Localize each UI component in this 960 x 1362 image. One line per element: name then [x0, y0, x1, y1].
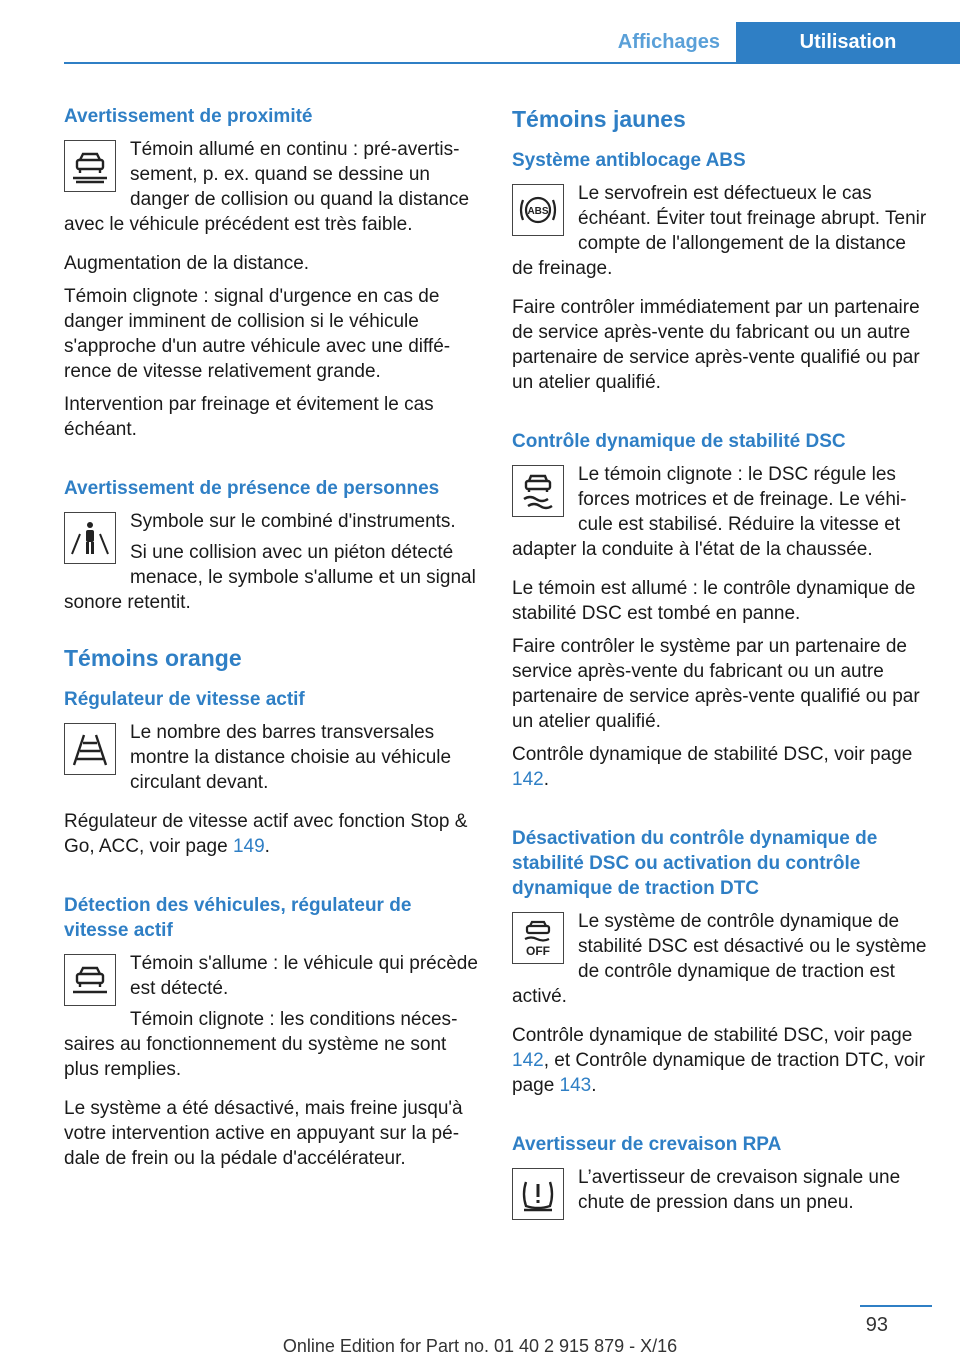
- dtc-block: [512, 909, 932, 1015]
- proximity-text-4: Intervention par freinage et évitement le cas échéant.: [64, 394, 434, 440]
- proximity-warning-block: [64, 137, 478, 243]
- left-column: [64, 104, 478, 1179]
- heading-abs: Système antiblocage ABS: [512, 150, 746, 171]
- page-link-143[interactable]: 143: [559, 1075, 592, 1096]
- dsc-off-icon: [512, 912, 564, 964]
- pedestrian-icon: [64, 512, 116, 564]
- person-warning-block: [64, 509, 478, 621]
- heading-vehicle-detection: Détection des véhicules, régulateur de vitesse actif: [64, 895, 412, 941]
- person-text-2: Si une collision avec un piéton détecté menace, le symbole s'allume et un signal sonore retentit.: [64, 542, 476, 613]
- right-column: [512, 104, 932, 1232]
- vehicle-detection-text-1: Témoin s'allume : le véhicule qui précède est détecté.: [130, 953, 478, 999]
- dsc-skid-icon: [512, 465, 564, 517]
- vehicle-detection-block: [64, 951, 478, 1088]
- heading-proximity-warning: Avertissement de proximité: [64, 106, 313, 127]
- dsc-text-1: Le témoin clignote : le DSC régule les forces motrices et de freinage. Le véhicule est stabilisé. Réduire la vitesse et adapter la conduite à l'état de la chaussée.: [512, 464, 907, 560]
- abs-text-2: Faire contrôler immédiatement par un partenaire de service après-vente du fabricant ou un autre partenaire de service après-vente qualifié ou par un atelier qualifié.: [512, 297, 920, 393]
- car-warning-icon: [64, 140, 116, 192]
- abs-text-1: Le servofrein est défectueux le cas échéant. Éviter tout freinage abrupt. Tenir compte de l'allongement de la distance de freinage.: [512, 183, 927, 279]
- dsc-text-2: Le témoin est allumé : le contrôle dynamique de stabilité DSC est tombé en panne.: [512, 578, 916, 624]
- heading-orange-lights: Témoins orange: [64, 645, 242, 671]
- page-number: 93: [865, 1314, 888, 1336]
- abs-icon: [512, 184, 564, 236]
- dsc-text-4: Contrôle dynamique de stabilité DSC, voir page 142.: [512, 744, 913, 790]
- active-cruise-block: [64, 720, 478, 801]
- tire-pressure-icon: [512, 1168, 564, 1220]
- vehicle-detection-text-3: Le système a été désactivé, mais freine jusqu'à votre intervention active en appuyant sur la pédale de frein ou la pédale d'accélérateur.: [64, 1098, 463, 1169]
- person-text-1: Symbole sur le combiné d'instruments.: [130, 511, 456, 532]
- dsc-block: [512, 462, 932, 568]
- heading-person-warning: Avertissement de présence de personnes: [64, 478, 440, 499]
- rpa-text-1: L’avertisseur de crevaison signale une chute de pression dans un pneu.: [578, 1167, 901, 1213]
- heading-yellow-lights: Témoins jaunes: [512, 106, 686, 132]
- proximity-text-2: Augmentation de la distance.: [64, 253, 310, 274]
- vehicle-detection-text-2: Témoin clignote : les conditions nécessaires au fonctionnement du système ne sont plus remplies.: [64, 1009, 458, 1080]
- abs-block: [512, 181, 932, 287]
- heading-dsc: Contrôle dynamique de stabilité DSC: [512, 431, 846, 452]
- dsc-text-3: Faire contrôler le système par un partenaire de service après-vente du fabricant ou un autre partenaire de service après-vente qualifié ou par un atelier qualifié.: [512, 636, 920, 732]
- svg-text:OFF: OFF: [526, 944, 550, 958]
- active-cruise-text-1: Le nombre des barres transversales montre la distance choisie au véhicule circulant devant.: [130, 722, 452, 793]
- proximity-text-3: Témoin clignote : signal d'urgence en cas de danger imminent de collision si le véhicule s'approche d'un autre véhicule avec une différence de vitesse relativement grande.: [64, 286, 451, 382]
- tab-utilisation[interactable]: Utilisation: [736, 22, 960, 62]
- heading-rpa: Avertisseur de crevaison RPA: [512, 1134, 782, 1155]
- page-link-142b[interactable]: 142: [512, 1050, 544, 1071]
- heading-dtc: Désactivation du contrôle dynamique de stabilité DSC ou activation du contrôle dynamique de traction DTC: [512, 828, 878, 899]
- svg-text:ABS: ABS: [527, 206, 549, 217]
- tab-affichages[interactable]: Affichages: [617, 31, 720, 53]
- dtc-text-1: Le système de contrôle dynamique de stabilité DSC est désactivé ou le système de contrôle dynamique de traction est activé.: [512, 911, 927, 1007]
- header-bar: [64, 22, 960, 64]
- page-link-142[interactable]: 142: [512, 769, 544, 790]
- heading-active-cruise: Régulateur de vitesse actif: [64, 689, 305, 710]
- active-cruise-text-2: Régulateur de vitesse actif avec fonction Stop & Go, ACC, voir page 149.: [64, 811, 468, 857]
- car-detected-icon: [64, 954, 116, 1006]
- rpa-block: [512, 1165, 932, 1224]
- footer-rule: [860, 1305, 932, 1307]
- footer-edition: Online Edition for Part no. 01 40 2 915 879 - X/16: [282, 1336, 678, 1356]
- dtc-text-2: Contrôle dynamique de stabilité DSC, voir page 142, et Contrôle dynamique de traction DTC, voir page 143.: [512, 1025, 925, 1096]
- page-link-149[interactable]: 149: [232, 836, 265, 857]
- proximity-text-1: Témoin allumé en continu : pré-avertissement, p. ex. quand se dessine un danger de collision ou quand la distance avec le véhicule précédent est très faible.: [64, 139, 470, 235]
- distance-bars-icon: [64, 723, 116, 775]
